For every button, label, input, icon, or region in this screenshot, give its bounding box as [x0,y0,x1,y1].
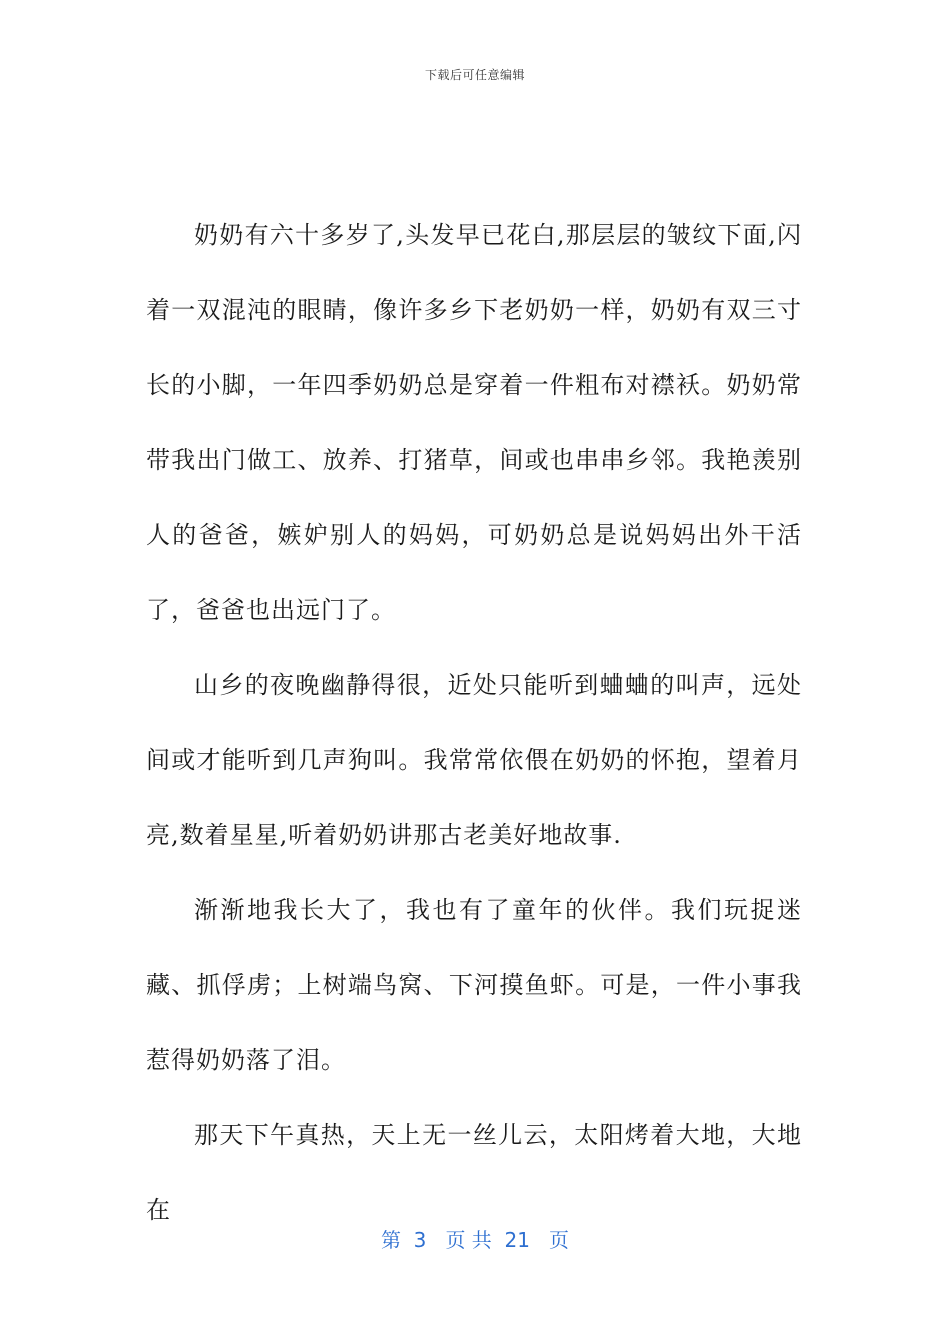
page-number-footer: 第 3 页 共 21 页 [380,1228,570,1252]
paragraph-1: 奶奶有六十多岁了,头发早已花白,那层层的皱纹下面,闪着一双混沌的眼睛，像许多乡下老奶奶一样，奶奶有双三寸长的小脚，一年四季奶奶总是穿着一件粗布对襟袄。奶奶常带我出门做工、放养、打猪草，间或也串串乡邻。我艳羡别人的爸爸，嫉妒别人的妈妈，可奶奶总是说妈妈出外干活了，爸爸也出远门了。 [146,221,802,624]
paragraph-4: 那天下午真热，天上无一丝儿云，太阳烤着大地，大地在 [146,1121,802,1224]
document-body [146,198,802,1248]
page-header: 下载后可任意编辑 [424,68,525,82]
paragraph-3: 渐渐地我长大了，我也有了童年的伙伴。我们玩捉迷藏、抓俘虏；上树端鸟窝、下河摸鱼虾。可是，一件小事我惹得奶奶落了泪。 [146,896,802,1074]
paragraph-2: 山乡的夜晚幽静得很，近处只能听到蛐蛐的叫声，远处间或才能听到几声狗叫。我常常依偎在奶奶的怀抱，望着月亮,数着星星,听着奶奶讲那古老美好地故事. [146,671,802,849]
